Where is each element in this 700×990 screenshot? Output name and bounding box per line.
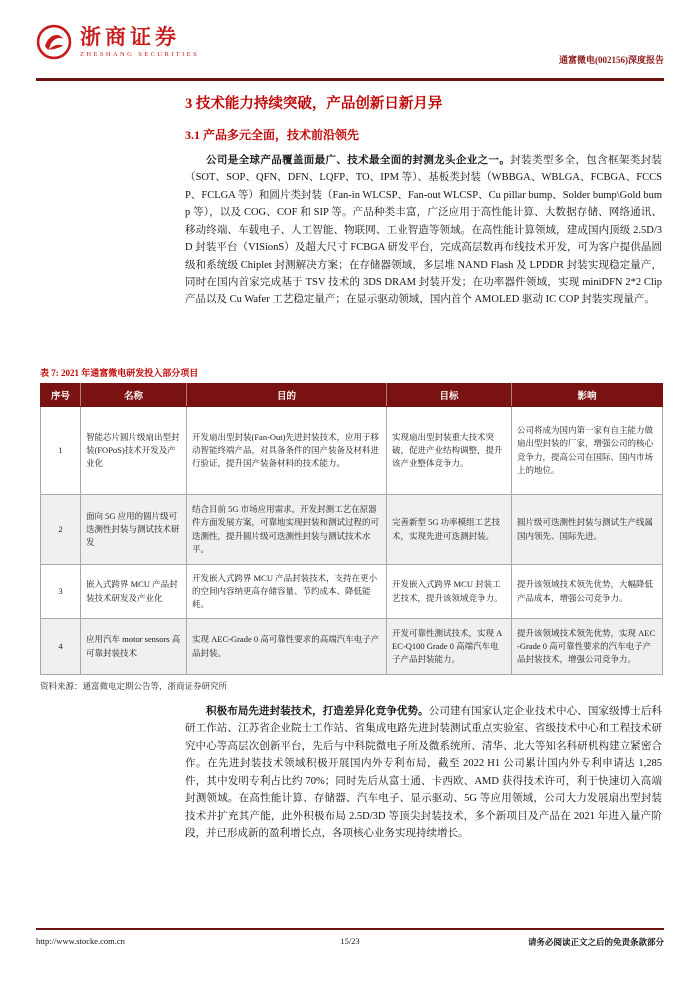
column-header-no: 序号: [41, 384, 81, 407]
paragraph-products-overview: [185, 152, 662, 364]
footer-url-link[interactable]: http://www.stocke.com.cn: [36, 936, 125, 946]
cell-target: 开发嵌入式跨界 MCU 封装工艺技术，提升该领域竞争力。: [387, 565, 512, 619]
cell-no: 1: [41, 407, 81, 495]
column-header-target: 目标: [387, 384, 512, 407]
cell-name: 智能芯片圆片级扇出型封装(FOPoS)技术开发及产业化: [81, 407, 187, 495]
cell-purpose: 实现 AEC-Grade 0 高可靠性要求的高端汽车电子产品封装。: [187, 619, 387, 675]
cell-target: 完善新型 5G 功率模组工艺技术，实现先进可迭测封装。: [387, 495, 512, 565]
brand-text: [80, 26, 199, 58]
page-number: 15/23: [340, 936, 360, 946]
rd-projects-table: [40, 383, 663, 675]
cell-name: 应用汽车 motor sensors 高可靠封装技术: [81, 619, 187, 675]
cell-target: 实现扇出型封装重大技术突破，促进产业结构调整，提升该产业整体竞争力。: [387, 407, 512, 495]
cell-impact: 公司将成为国内第一家有自主能力做扇出型封装的厂家，增强公司的核心竞争力，提高公司在国际、国内市场上的地位。: [512, 407, 663, 495]
cell-target: 开发可靠性测试技术，实现 AEC-Q100 Grade 0 高端汽车电子产品封装能力。: [387, 619, 512, 675]
footer-disclaimer: 请务必阅读正文之后的免责条款部分: [527, 937, 664, 947]
paragraph-body: 公司建有国家认定企业技术中心、国家级博士后科研工作站、江苏省企业院士工作站、省集成电路先进封装测试重点实验室、省级技术中心和工程技术研究中心等高层次创新平台，先后与中科院微电子所及微系统所、清华、北大等知名科研机构建立紧密合作。在先进封装技术领域积极开展国内外专利布局，截至 2022 H1 公司累计国内外专利申请达 1,285 件，其中发明专利占比约 70%；同时先后从富士通、卡西欧、AMD 获得技术许可，利于快速切入高端封测领域。在高性能计算、存储器、汽车电子、显示驱动、5G 等应用领域，公司大力发展扇出型封装技术并扩充其产能，此外积极布局 2.5D/3D 等顶尖封装技术，多个新项目及产品在 2021 年进入量产阶段，并已形成新的盈利增长点，各项核心业务实现持续增长。: [185, 706, 662, 839]
brand-name: 浙商证券: [80, 24, 180, 49]
cell-purpose: 结合目前 5G 市场应用需求，开发封测工艺在原器件方面发展方案，可靠地实现封装和测试过程的可迭测性，提升圆片级可迭测性封装与测试技术水平。: [187, 495, 387, 565]
cell-no: 4: [41, 619, 81, 675]
page-header: [36, 24, 664, 72]
paragraph-body: 封装类型多全，包含框架类封装（SOT、SOP、QFN、DFN、LQFP、TO、IPM 等）、基板类封装（WBBGA、WBLGA、FCBGA、FCCSP、FCLGA 等）和圆片类封装（Fan-in WLCSP、Fan-out WLCSP、Cu pillar bump、Solder bump\Gold bump 等），以及 COG、COF 和 SIP 等。产品种类丰富，广泛应用于高性能计算、大数据存储、网络通讯、移动终端、车载电子、人工智能、物联网、工业智造等领域。在高性能计算领域，建成国内顶级 2.5D/3D 封装平台（VISionS）及超大尺寸 FCBGA 研发平台，完成高层数再布线技术开发，可为客户提供晶圆级和系统级 Chiplet 封测解决方案；在存储器领域，多层堆 NAND Flash 及 LPDDR 封装实现稳定量产，同时在国内首家完成基于 TSV 技术的 3DS DRAM 封装开发；在功率器件领域，实现 miniDFN 2*2 Clip 产品以及 Cu Wafer 工艺稳定量产；在显示驱动领域，国内首个 AMOLED 驱动 IC COP 封装实现量产。: [185, 155, 662, 306]
cell-name: 嵌入式跨界 MCU 产品封装技术研发及产业化: [81, 565, 187, 619]
page-footer: [36, 936, 664, 952]
rd-table-block: [40, 366, 662, 692]
table-row: [41, 619, 663, 675]
cell-impact: 提升该领域技术领先优势，大幅降低产品成本，增强公司竞争力。: [512, 565, 663, 619]
cell-no: 3: [41, 565, 81, 619]
column-header-name: 名称: [81, 384, 187, 407]
cell-impact: 圆片级可迭测性封装与测试生产线属国内领先、国际先进。: [512, 495, 663, 565]
table-header-row: [41, 384, 663, 407]
paragraph-lead: 积极布局先进封装技术，打造差异化竞争优势。: [206, 706, 429, 717]
table-row: [41, 565, 663, 619]
table-source-note: 资料来源：通富微电定期公告等，浙商证券研究所: [40, 681, 228, 691]
cell-no: 2: [41, 495, 81, 565]
paragraph-lead: 公司是全球产品覆盖面最广、技术最全面的封测龙头企业之一。: [206, 155, 511, 166]
paragraph-advanced-packaging: [185, 703, 662, 899]
table-row: [41, 495, 663, 565]
subsection-title: 3.1 产品多元全面，技术前沿领先: [185, 128, 360, 142]
table-caption: 表 7: 2021 年通富微电研发投入部分项目: [40, 368, 199, 378]
cell-impact: 提升该领域技术领先优势，实现 AEC-Grade 0 高可靠性要求的汽车电子产品封装技术，增强公司竞争力。: [512, 619, 663, 675]
cell-purpose: 开发扇出型封装(Fan-Out)先进封装技术，应用于移动智能终端产品，对具备条件的国产装备及材料进行验证，提升国产装备材料的技术能力。: [187, 407, 387, 495]
header-divider: [36, 78, 664, 81]
footer-divider: [36, 928, 664, 930]
section-title: 3 技术能力持续突破，产品创新日新月异: [185, 96, 443, 112]
brand-name-en: ZHESHANG SECURITIES: [80, 51, 200, 59]
report-label: 通富微电(002156)深度报告: [559, 55, 664, 65]
column-header-purpose: 目的: [187, 384, 387, 407]
table-row: [41, 407, 663, 495]
cell-purpose: 开发嵌入式跨界 MCU 产品封装技术，支持在更小的空间内容纳更高存储容量、节约成本、降低能耗。: [187, 565, 387, 619]
cell-name: 面向 5G 应用的圆片级可迭测性封装与测试技术研发: [81, 495, 187, 565]
column-header-impact: 影响: [512, 384, 663, 407]
brand-logo-icon: [36, 24, 72, 60]
